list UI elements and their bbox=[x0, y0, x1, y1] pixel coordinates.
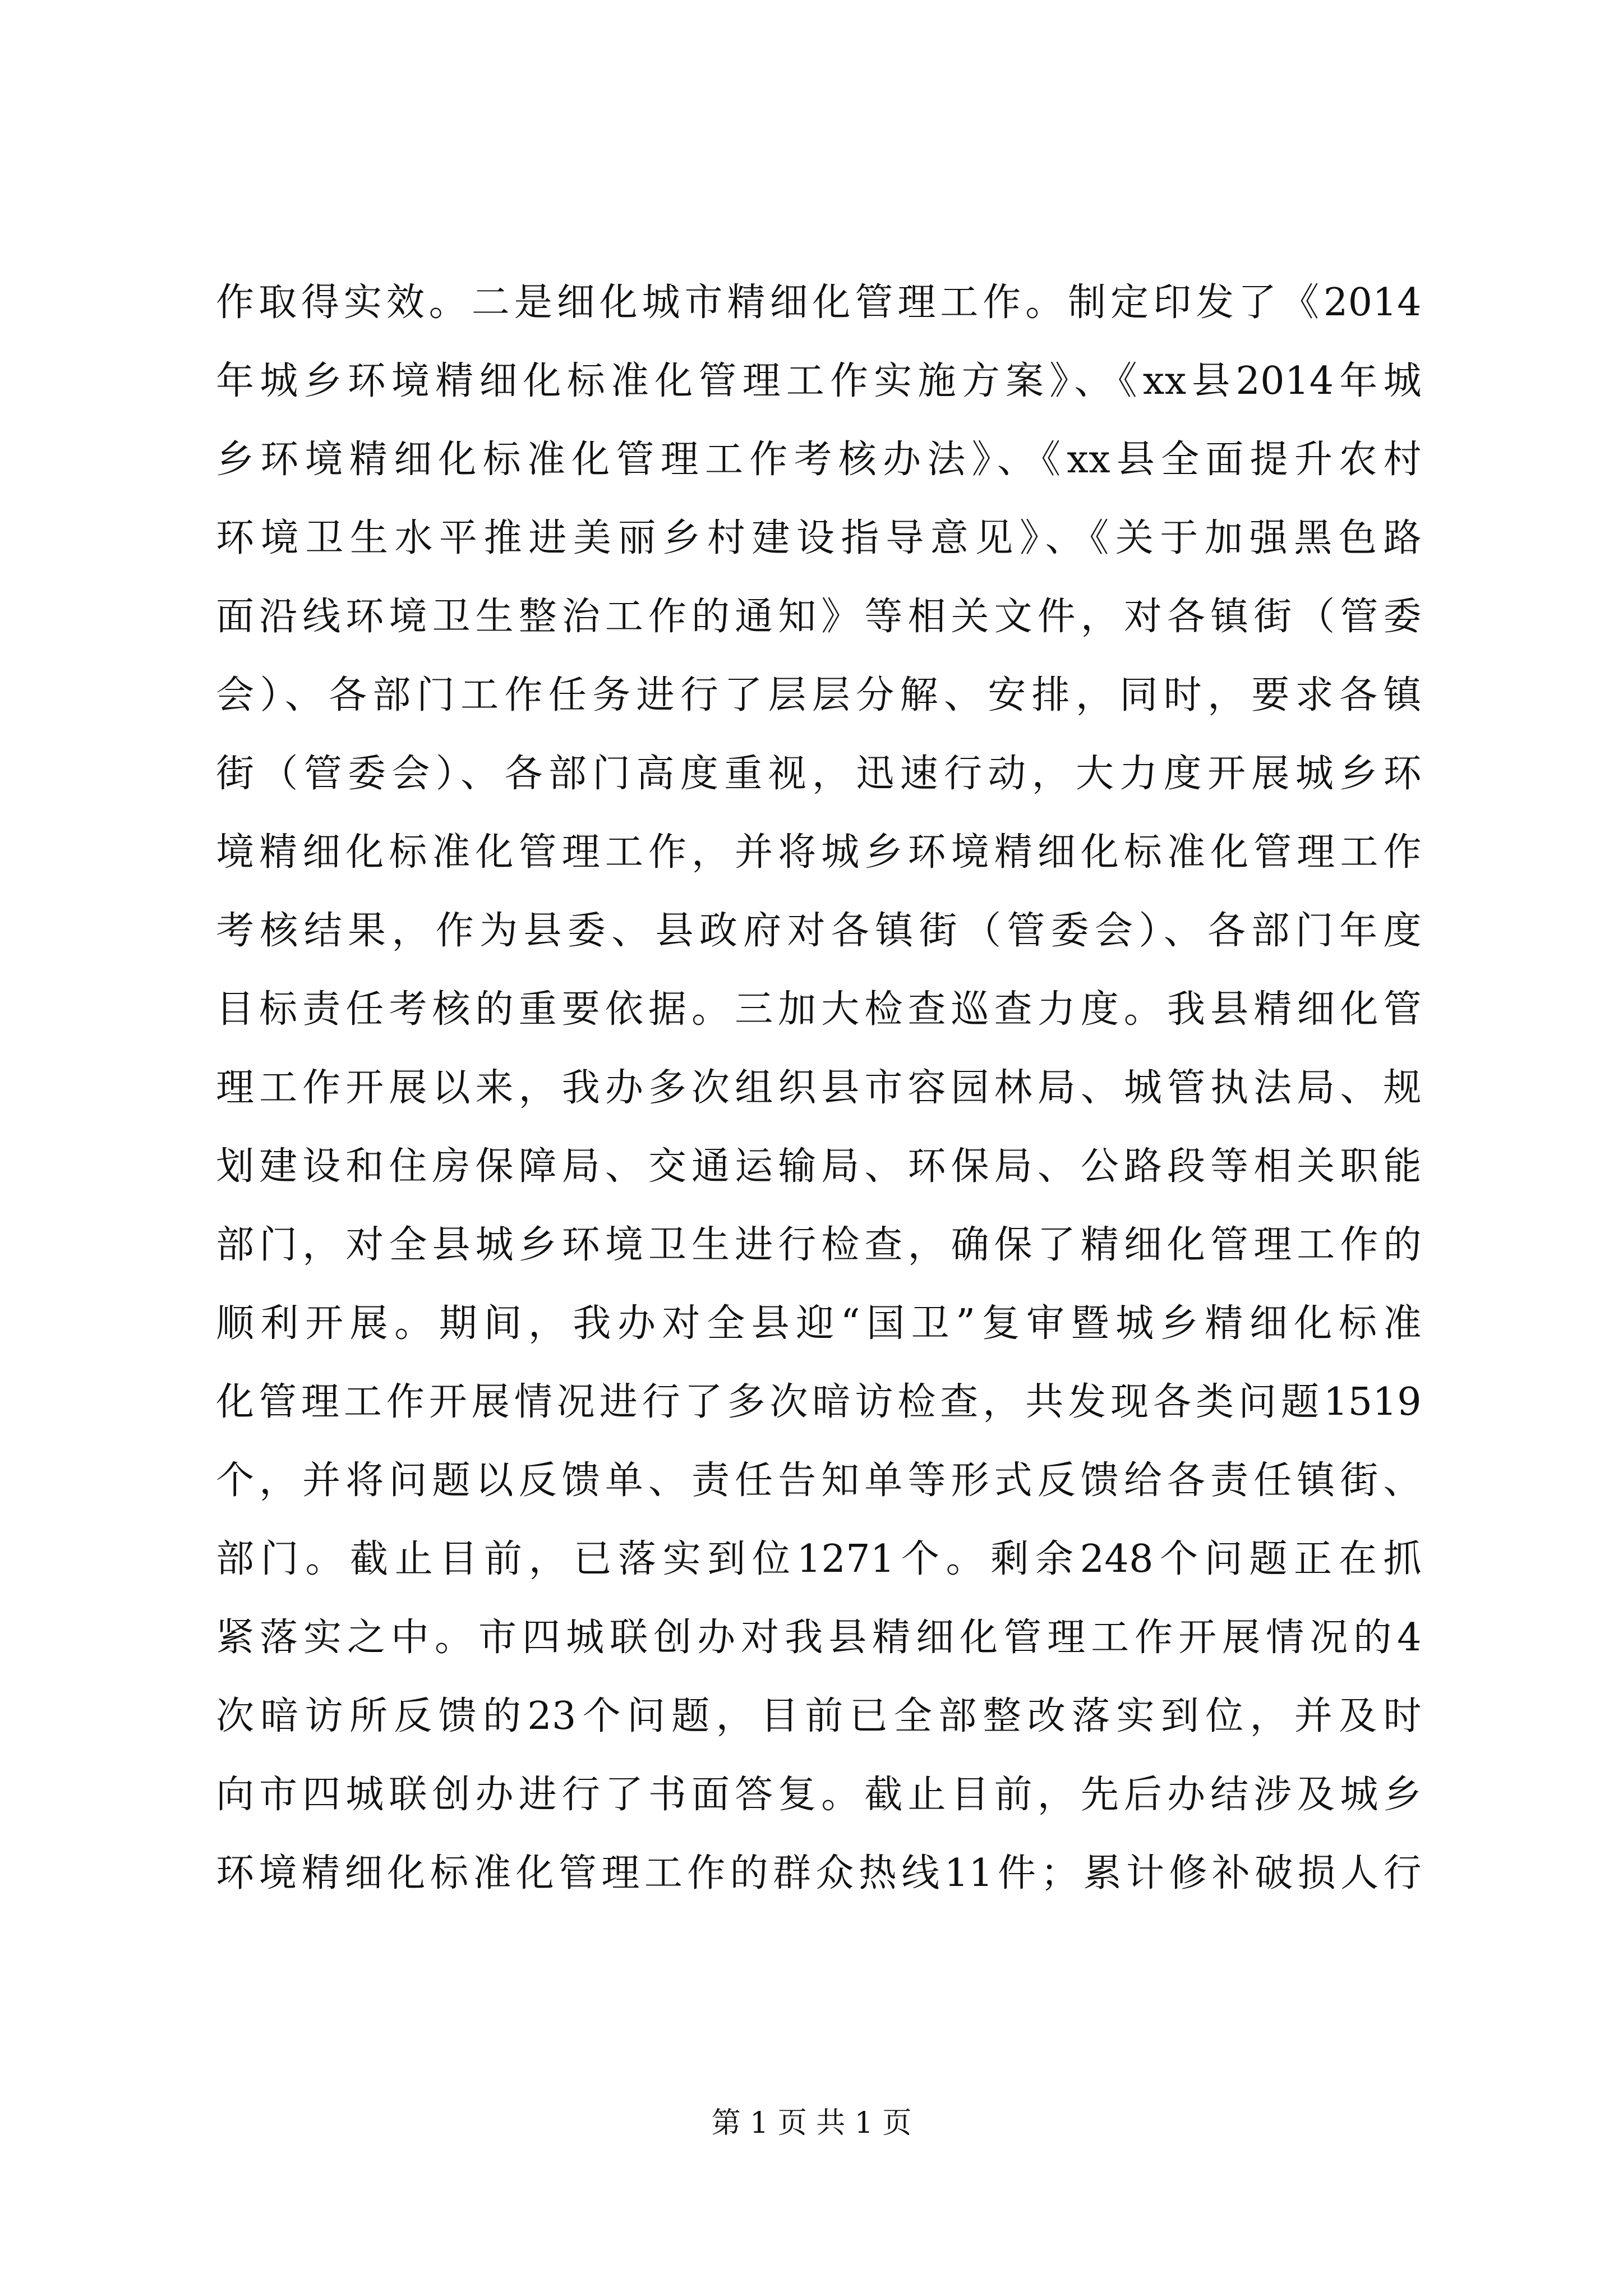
text-line: 乡环境精细化标准化管理工作考核办法》、《xx县全面提升农村 bbox=[216, 438, 1422, 482]
text-line: 目标责任考核的重要依据。三加大检查巡查力度。我县精细化管 bbox=[216, 987, 1422, 1032]
text-line: 环境精细化标准化管理工作的群众热线11件；累计修补破损人行 bbox=[216, 1851, 1422, 1895]
text-line: 街（管委会）、各部门高度重视，迅速行动，大力度开展城乡环 bbox=[216, 752, 1422, 796]
text-line: 会）、各部门工作任务进行了层层分解、安排，同时，要求各镇 bbox=[216, 673, 1422, 717]
text-line: 化管理工作开展情况进行了多次暗访检查，共发现各类问题1519 bbox=[216, 1380, 1422, 1424]
text-line: 紧落实之中。市四城联创办对我县精细化管理工作开展情况的4 bbox=[216, 1616, 1422, 1660]
text-line: 环境卫生水平推进美丽乡村建设指导意见》、《关于加强黑色路 bbox=[216, 516, 1422, 560]
text-line: 境精细化标准化管理工作，并将城乡环境精细化标准化管理工作 bbox=[216, 830, 1422, 875]
text-line: 顺利开展。期间，我办对全县迎“国卫”复审暨城乡精细化标准 bbox=[216, 1301, 1422, 1346]
text-line: 个，并将问题以反馈单、责任告知单等形式反馈给各责任镇街、 bbox=[216, 1458, 1422, 1503]
text-line: 理工作开展以来，我办多次组织县市容园林局、城管执法局、规 bbox=[216, 1066, 1422, 1110]
text-line: 部门。截止目前，已落实到位1271个。剩余248个问题正在抓 bbox=[216, 1537, 1422, 1581]
text-line: 次暗访所反馈的23个问题，目前已全部整改落实到位，并及时 bbox=[216, 1694, 1422, 1738]
text-line: 划建设和住房保障局、交通运输局、环保局、公路段等相关职能 bbox=[216, 1144, 1422, 1189]
body-text bbox=[216, 264, 1422, 1913]
text-line: 考核结果，作为县委、县政府对各镇街（管委会）、各部门年度 bbox=[216, 909, 1422, 953]
text-line: 年城乡环境精细化标准化管理工作实施方案》、《xx县2014年城 bbox=[216, 359, 1422, 403]
page-number-label: 第 1 页 共 1 页 bbox=[711, 2106, 912, 2140]
text-line: 面沿线环境卫生整治工作的通知》等相关文件，对各镇街（管委 bbox=[216, 595, 1422, 639]
text-line: 作取得实效。二是细化城市精细化管理工作。制定印发了《2014 bbox=[216, 280, 1422, 325]
text-line: 部门，对全县城乡环境卫生进行检查，确保了精细化管理工作的 bbox=[216, 1223, 1422, 1267]
page-footer bbox=[0, 2104, 1623, 2143]
text-line: 向市四城联创办进行了书面答复。截止目前，先后办结涉及城乡 bbox=[216, 1773, 1422, 1817]
